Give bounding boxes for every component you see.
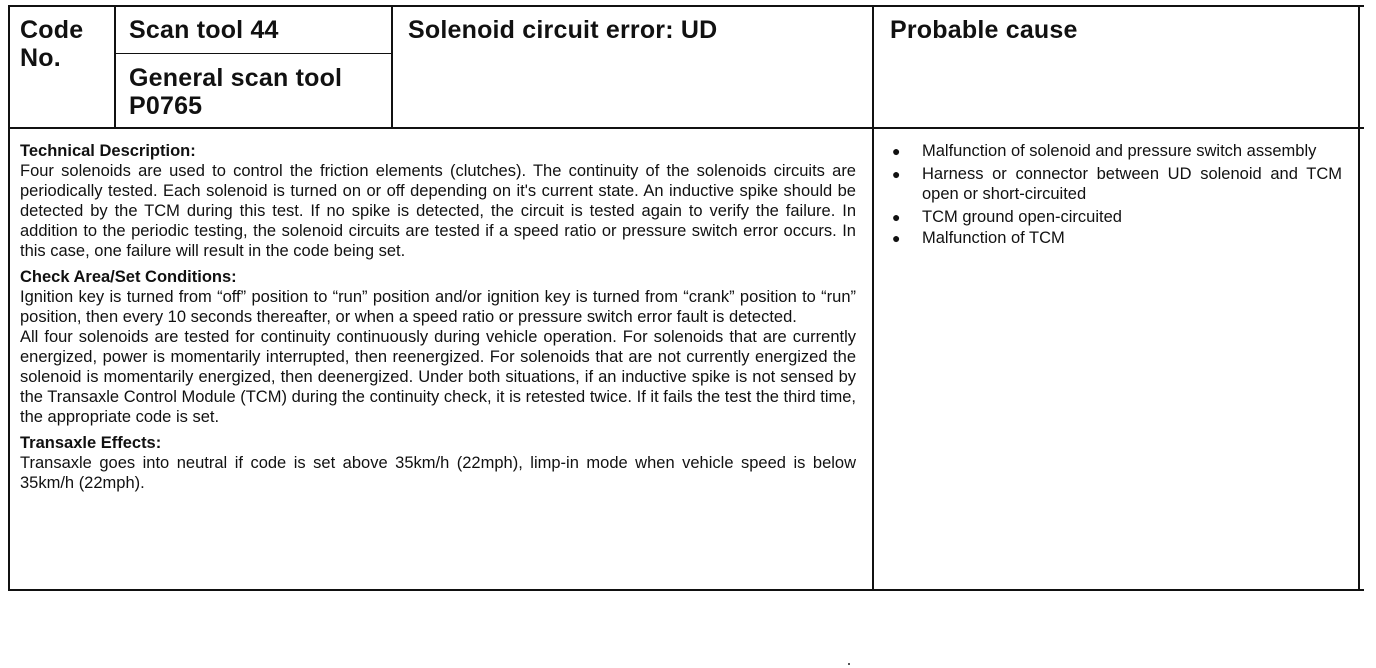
scan-tool-divider: [116, 53, 392, 54]
scan-tool-label: Scan tool 44: [129, 16, 279, 44]
table-bottom-border: [8, 589, 1364, 591]
check-area-section: [20, 267, 856, 427]
code-col-divider: [114, 5, 116, 129]
transaxle-effects-section: [20, 433, 856, 493]
table-left-border: [8, 5, 10, 591]
description-body: [20, 141, 856, 499]
list-item: [890, 164, 1342, 204]
list-item: [890, 141, 1342, 161]
list-item: [890, 207, 1342, 227]
bullet-icon: ●: [892, 230, 901, 246]
scan-speck: [848, 663, 850, 665]
section-paragraph: Four solenoids are used to control the friction elements (clutches). The continuity of the solenoids circuits are periodically tested. Each solenoid is turned on or off depending on it's current state. An inductive spike should be detected by the TCM during this test. If no spike is detected, the circuit is tested again to verify the failure. In addition to the periodic testing, the solenoid circuits are tested if a speed ratio or pressure switch error occurs. In this case, one failure will result in the code being set.: [20, 162, 856, 260]
list-item: [890, 228, 1342, 248]
table-top-border: [8, 5, 1364, 7]
header-bottom-border: [8, 127, 1364, 129]
scan-col-divider: [391, 5, 393, 129]
cause-text: Malfunction of solenoid and pressure switch assembly: [922, 142, 1317, 160]
main-col-divider: [872, 5, 874, 591]
section-paragraph: All four solenoids are tested for continuity continuously during vehicle operation. For solenoids that are currently energized, power is momentarily interrupted, then reenergized. For solenoids that are not currently energized the solenoid is momentarily energized, then deenergized. Under both situations, if an inductive spike is not sensed by the Transaxle Control Module (TCM) during the continuity check, it is retested twice. If it fails the test the third time, the appropriate code is set.: [20, 328, 856, 426]
bullet-icon: ●: [892, 143, 901, 159]
probable-cause-label: Probable cause: [890, 16, 1078, 44]
cause-text: Harness or connector between UD solenoid and TCM open or short-circuited: [922, 165, 1342, 203]
cause-text: TCM ground open-circuited: [922, 208, 1122, 226]
general-scan-tool-label: General scan tool P0765: [129, 64, 343, 120]
section-paragraph: Ignition key is turned from “off” position to “run” position and/or ignition key is turned from “crank” position to “run” position, then every 10 seconds thereafter, or when a speed ratio or pressure switch error fault is detected.: [20, 288, 856, 326]
bullet-icon: ●: [892, 166, 901, 182]
section-title: Transaxle Effects:: [20, 434, 162, 452]
table-right-border: [1358, 5, 1360, 591]
section-title: Check Area/Set Conditions:: [20, 268, 237, 286]
technical-description-section: [20, 141, 856, 261]
code-no-label: Code No.: [20, 16, 84, 72]
dtc-title: Solenoid circuit error: UD: [408, 16, 718, 44]
bullet-icon: ●: [892, 209, 901, 225]
cause-text: Malfunction of TCM: [922, 229, 1065, 247]
probable-cause-list: [890, 141, 1342, 251]
section-title: Technical Description:: [20, 142, 196, 160]
section-paragraph: Transaxle goes into neutral if code is set above 35km/h (22mph), limp-in mode when vehicle speed is below 35km/h (22mph).: [20, 454, 856, 492]
